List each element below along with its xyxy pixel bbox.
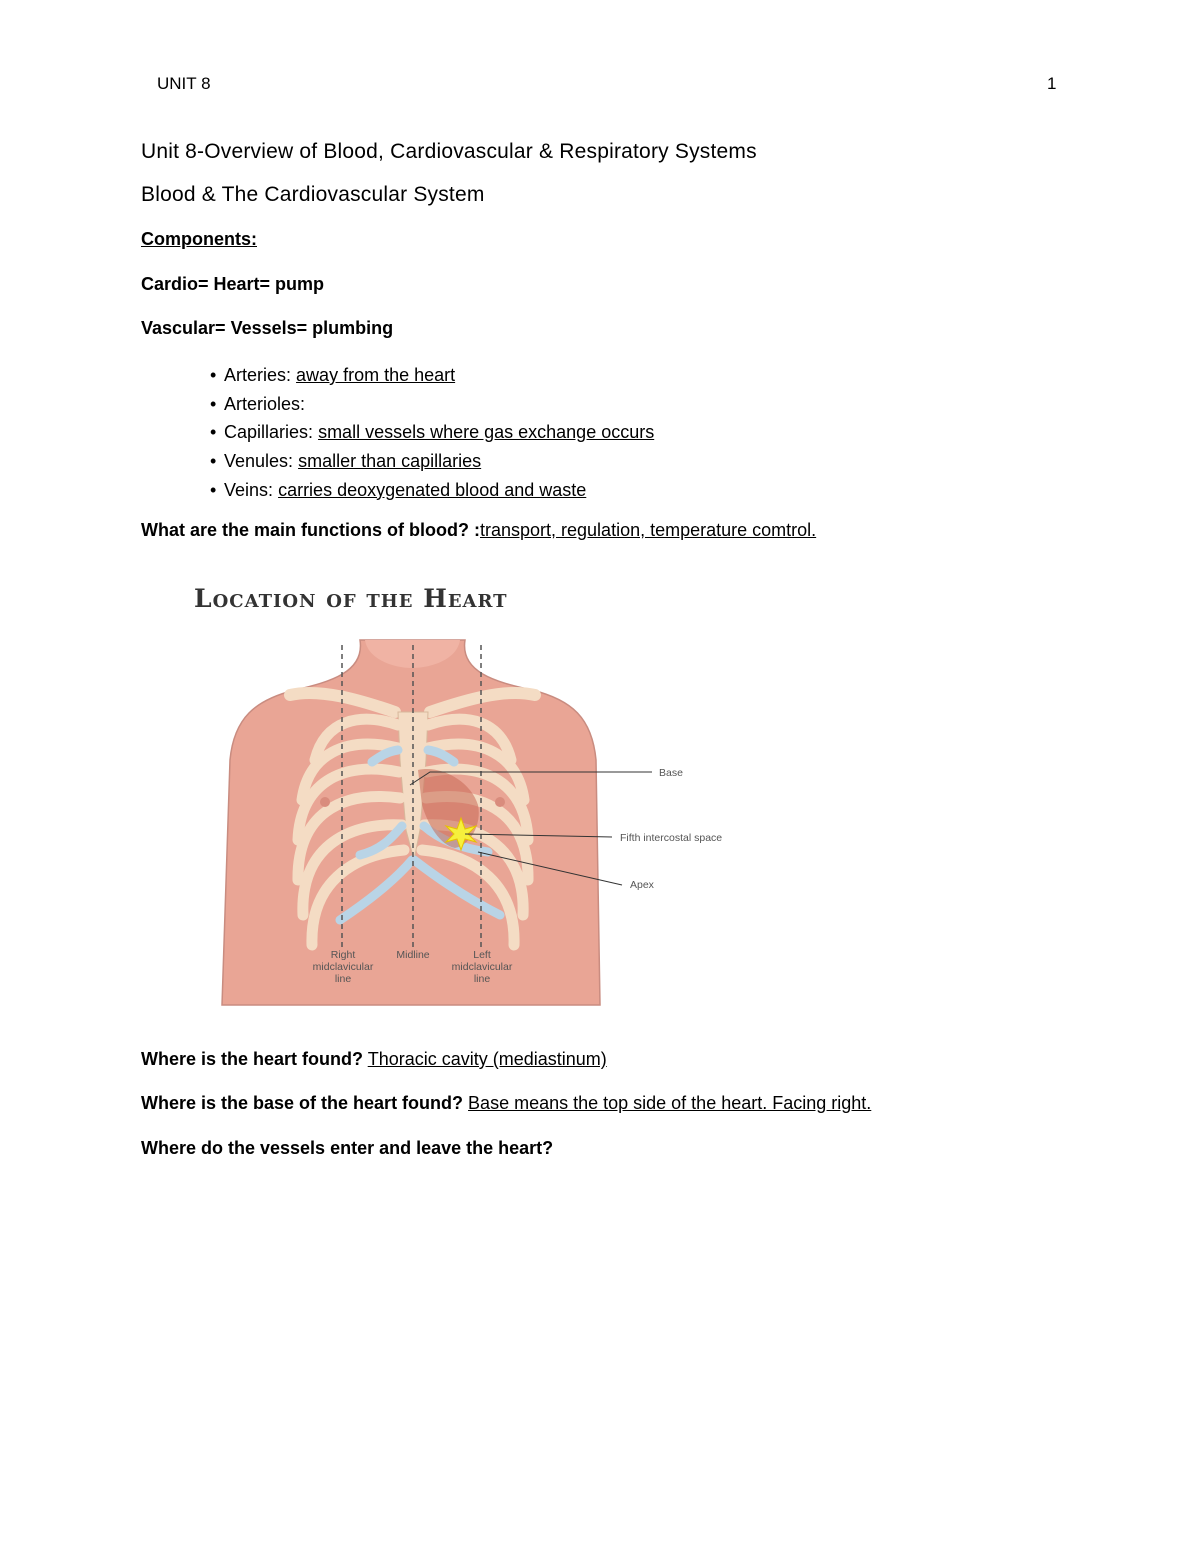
label-fifth-intercostal: Fifth intercostal space (620, 832, 723, 844)
list-item (210, 477, 654, 506)
label-apex: Apex (630, 879, 654, 891)
term: Venules: (224, 451, 294, 472)
bullet-icon: • (210, 451, 217, 472)
answer: small vessels where gas exchange occurs (318, 422, 655, 443)
answer: away from the heart (296, 365, 456, 385)
label-right-line-2: midclavicular (312, 961, 374, 973)
list-item (210, 362, 654, 391)
answer: Base means the top side of the heart. Facing right. (468, 1093, 872, 1113)
list-item (210, 391, 654, 420)
cardio-line: Cardio= Heart= pump (141, 274, 325, 294)
label-right-line-1: Right (330, 949, 356, 961)
document-title: Unit 8-Overview of Blood, Cardiovascular & Respiratory Systems (141, 140, 757, 163)
vessels-question: Where do the vessels enter and leave the heart? (141, 1138, 554, 1158)
answer: carries deoxygenated blood and waste (278, 479, 587, 500)
header-unit: UNIT 8 (157, 74, 211, 93)
answer: Thoracic cavity (mediastinum) (367, 1049, 607, 1069)
label-right-line-3: line (334, 973, 352, 985)
answer: transport, regulation, temperature comtrol. (480, 520, 817, 540)
list-item (210, 419, 654, 448)
components-heading: Components: (141, 229, 257, 249)
term: Capillaries: (224, 422, 314, 443)
question: Where is the heart found? (141, 1049, 364, 1069)
bullet-icon: • (210, 365, 217, 385)
question: Where is the base of the heart found? (141, 1093, 464, 1113)
functions-question-line (141, 520, 816, 541)
label-left-line-2: midclavicular (451, 961, 513, 973)
label-left-line-1: Left (473, 949, 491, 961)
label-midline: Midline (396, 949, 430, 961)
vascular-line: Vascular= Vessels= plumbing (141, 318, 394, 338)
answer: smaller than capillaries (298, 451, 482, 472)
vessel-list (210, 362, 654, 505)
bullet-icon: • (210, 393, 217, 414)
question: What are the main functions of blood? : (141, 520, 480, 540)
heart-location-figure (190, 578, 750, 1018)
heart-location-question-line (141, 1049, 607, 1070)
heart-base-question-line (141, 1093, 871, 1114)
bullet-icon: • (210, 479, 217, 500)
term: Veins: (224, 479, 274, 500)
term: Arteries: (224, 365, 292, 385)
label-left-line-3: line (473, 973, 491, 985)
term: Arterioles: (224, 393, 306, 414)
figure-title: Location of the Heart (194, 584, 508, 613)
document-subtitle: Blood & The Cardiovascular System (141, 183, 485, 206)
bullet-icon: • (210, 422, 217, 443)
list-item (210, 448, 654, 477)
page-number: 1 (1047, 74, 1057, 93)
label-base: Base (659, 767, 683, 779)
